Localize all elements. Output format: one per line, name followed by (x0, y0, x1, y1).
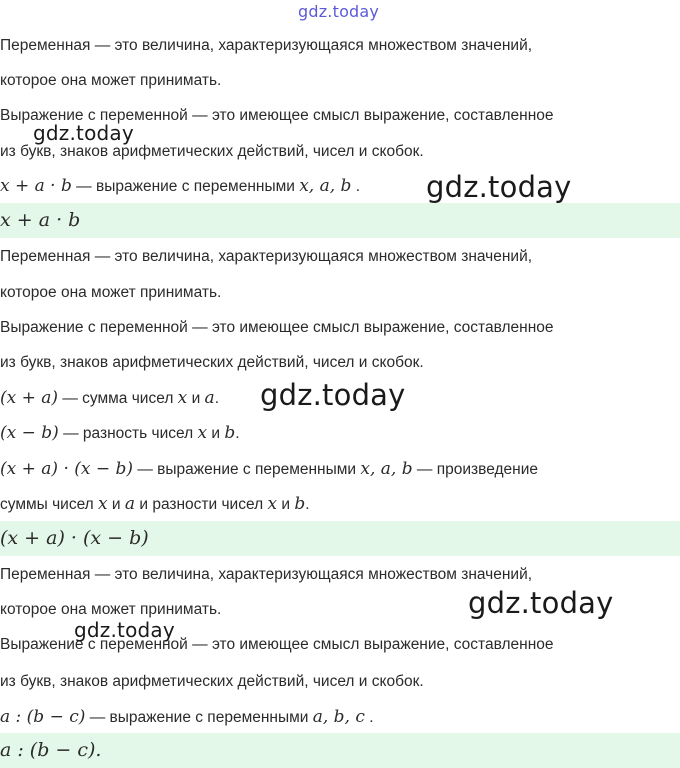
math-variable: x (267, 494, 278, 514)
text: — выражение с переменными (85, 709, 313, 726)
definition-variable-line (0, 283, 680, 303)
text: из букв, знаков арифметических действий, чисел и скобок. (0, 673, 424, 690)
text: — разность чисел (58, 425, 198, 442)
math-variable: x (197, 423, 208, 443)
answer-highlight (0, 203, 680, 238)
math-variables: x, a, b (360, 459, 413, 479)
watermark: gdz.today (298, 2, 380, 21)
difference-line (0, 423, 680, 444)
definition-variable-line (0, 247, 680, 267)
text: — сумма чисел (58, 390, 178, 407)
definition-expression-line (0, 318, 680, 338)
product-explanation-line (0, 494, 680, 515)
text: — выражение с переменными (71, 178, 300, 195)
answer-expression: (x + a) · (x − b) (0, 527, 149, 549)
text: и (207, 425, 225, 442)
expression-line (0, 176, 680, 197)
definition-variable-line (0, 565, 680, 585)
text: которое она может принимать. (0, 601, 222, 618)
text: . (235, 425, 240, 442)
text: . (305, 496, 310, 513)
math-expression: (x + a) (0, 388, 59, 408)
text: — выражение с переменными (133, 461, 361, 478)
definition-variable-line (0, 71, 680, 91)
watermark: gdz.today (74, 618, 175, 642)
math-variables: a, b, c (312, 707, 365, 727)
text: из букв, знаков арифметических действий, чисел и скобок. (0, 143, 424, 160)
text: — произведение (412, 461, 538, 478)
math-expression: x + a · b (0, 176, 72, 196)
text: . (364, 709, 374, 726)
text: Выражение с переменной — это имеющее смысл выражение, составленное (0, 107, 554, 124)
definition-expression-line (0, 142, 680, 162)
math-variable: x (177, 388, 188, 408)
answer-highlight (0, 521, 680, 556)
watermark: gdz.today (468, 586, 614, 620)
answer-expression: a : (b − c). (0, 739, 102, 761)
answer-expression: x + a · b (0, 209, 81, 231)
definition-variable-line (0, 36, 680, 56)
math-variable: b (224, 423, 236, 443)
text: Выражение с переменной — это имеющее смысл выражение, составленное (0, 636, 554, 653)
math-expression: a : (b − c) (0, 707, 86, 727)
text: Выражение с переменной — это имеющее смысл выражение, составленное (0, 319, 554, 336)
definition-expression-line (0, 353, 680, 373)
definition-expression-line (0, 672, 680, 692)
text: и (107, 496, 125, 513)
text: которое она может принимать. (0, 72, 222, 89)
text: Переменная — это величина, характеризующаяся множеством значений, (0, 566, 533, 583)
watermark: gdz.today (426, 170, 572, 204)
text: и (277, 496, 295, 513)
text: и (187, 390, 205, 407)
answer-highlight (0, 733, 680, 768)
text: Переменная — это величина, характеризующаяся множеством значений, (0, 37, 533, 54)
math-expression: (x − b) (0, 423, 59, 443)
math-expression: (x + a) · (x − b) (0, 459, 134, 479)
watermark: gdz.today (260, 378, 406, 412)
math-variable: a (204, 388, 215, 408)
text: . (214, 390, 219, 407)
text: суммы чисел (0, 496, 99, 513)
math-variable: b (294, 494, 306, 514)
math-variables: x, a, b (299, 176, 352, 196)
math-variable: a (124, 494, 136, 514)
watermark: gdz.today (33, 121, 134, 145)
text: и разности чисел (135, 496, 268, 513)
math-variable: x (98, 494, 108, 514)
text: . (351, 178, 361, 195)
text: которое она может принимать. (0, 284, 222, 301)
product-line (0, 459, 680, 480)
text: из букв, знаков арифметических действий, чисел и скобок. (0, 354, 424, 371)
expression-line (0, 707, 680, 728)
text: Переменная — это величина, характеризующаяся множеством значений, (0, 248, 533, 265)
